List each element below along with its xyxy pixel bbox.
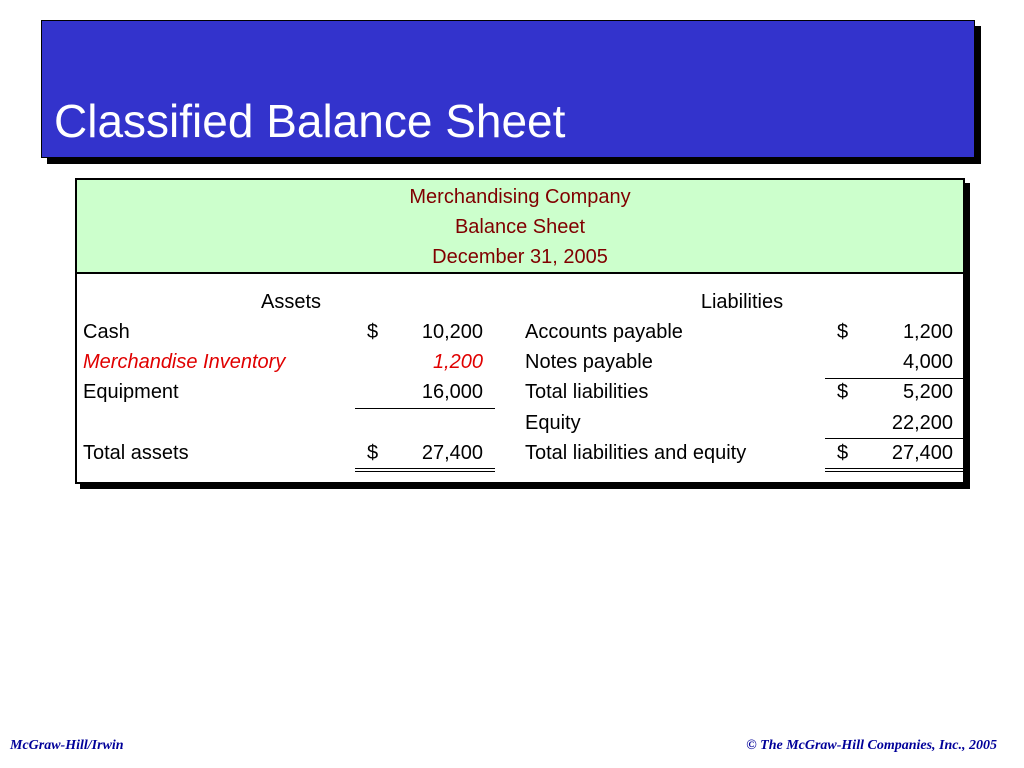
slide-title: Classified Balance Sheet xyxy=(54,95,566,147)
footer-copyright: © The McGraw-Hill Companies, Inc., 2005 xyxy=(746,738,997,753)
total-liabilities-equity-double-rule xyxy=(825,468,965,472)
slide-title-banner xyxy=(41,20,975,158)
asset-amount-merchandise-inventory: 1,200 xyxy=(432,351,483,373)
statement-name: Balance Sheet xyxy=(454,216,586,238)
liability-amount-notes-payable: 4,000 xyxy=(902,351,953,373)
balance-sheet-header xyxy=(77,180,963,274)
asset-label-merchandise-inventory: Merchandise Inventory xyxy=(83,351,286,373)
balance-sheet-table xyxy=(75,178,965,484)
footer-publisher: McGraw-Hill/Irwin xyxy=(10,738,124,753)
asset-label-equipment: Equipment xyxy=(83,381,179,403)
total-assets-double-rule xyxy=(355,468,495,472)
total-assets-label: Total assets xyxy=(83,442,189,464)
liability-amount-accounts-payable: 1,200 xyxy=(902,321,953,343)
liability-label-total-liabilities: Total liabilities xyxy=(525,381,649,403)
total-assets-amount: 27,400 xyxy=(421,442,483,464)
assets-subtotal-rule xyxy=(355,408,495,409)
statement-date: December 31, 2005 xyxy=(432,246,608,268)
asset-amount-equipment: 16,000 xyxy=(421,381,483,403)
liability-currency-accounts-payable: $ xyxy=(837,321,849,343)
company-name: Merchandising Company xyxy=(409,186,631,208)
assets-heading: Assets xyxy=(260,291,322,313)
liability-label-equity: Equity xyxy=(525,412,581,434)
liability-label-notes-payable: Notes payable xyxy=(525,351,653,373)
liability-currency-total-liabilities-and-equity: $ xyxy=(837,442,849,464)
asset-label-cash: Cash xyxy=(83,321,130,343)
total-assets-currency: $ xyxy=(367,442,379,464)
liability-label-accounts-payable: Accounts payable xyxy=(525,321,683,343)
liability-currency-total-liabilities: $ xyxy=(837,381,849,403)
liability-amount-total-liabilities: 5,200 xyxy=(902,381,953,403)
liabilities-heading: Liabilities xyxy=(700,291,784,313)
liability-amount-total-liabilities-and-equity: 27,400 xyxy=(891,442,953,464)
liability-label-total-liabilities-and-equity: Total liabilities and equity xyxy=(525,442,747,464)
asset-amount-cash: 10,200 xyxy=(421,321,483,343)
asset-currency-cash: $ xyxy=(367,321,379,343)
liability-amount-equity: 22,200 xyxy=(891,412,953,434)
